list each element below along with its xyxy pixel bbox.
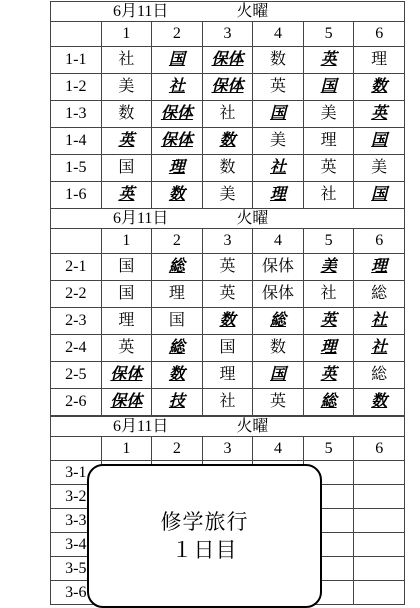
subject-label: 社 bbox=[219, 105, 236, 122]
class-label: 2-2 bbox=[51, 281, 102, 308]
subject-cell bbox=[202, 281, 253, 308]
school-trip-notice bbox=[87, 464, 322, 608]
subject-label: 国 bbox=[168, 312, 185, 329]
timetable bbox=[50, 1, 405, 209]
subject-label: 保体 bbox=[110, 393, 143, 410]
subject-label: 数 bbox=[371, 393, 388, 410]
subject-cell bbox=[152, 254, 203, 281]
period-header: 3 bbox=[202, 437, 253, 461]
class-label: 2-3 bbox=[51, 308, 102, 335]
table-row bbox=[51, 335, 405, 362]
subject-cell bbox=[303, 74, 354, 101]
subject-cell bbox=[202, 254, 253, 281]
subject-label: 保体 bbox=[211, 78, 244, 95]
subject-label: 数 bbox=[219, 132, 236, 149]
subject-cell bbox=[253, 74, 304, 101]
subject-cell bbox=[202, 182, 253, 209]
table-row bbox=[51, 155, 405, 182]
subject-cell bbox=[354, 74, 405, 101]
subject-label: 国 bbox=[270, 105, 287, 122]
subject-label: 保体 bbox=[262, 285, 295, 302]
table-row bbox=[51, 101, 405, 128]
subject-cell bbox=[253, 155, 304, 182]
class-label: 2-6 bbox=[51, 389, 102, 416]
subject-cell bbox=[303, 335, 354, 362]
period-header: 3 bbox=[202, 22, 253, 47]
period-header: 1 bbox=[101, 22, 152, 47]
date-label: 6月11日 bbox=[113, 2, 169, 20]
subject-label: 美 bbox=[320, 258, 337, 275]
subject-label: 総 bbox=[168, 258, 185, 275]
subject-cell bbox=[152, 101, 203, 128]
period-header: 1 bbox=[101, 229, 152, 254]
subject-label: 美 bbox=[371, 159, 388, 176]
subject-label: 社 bbox=[320, 285, 337, 302]
subject-label: 技 bbox=[168, 393, 185, 410]
subject-label: 理 bbox=[168, 285, 185, 302]
subject-label: 美 bbox=[270, 132, 287, 149]
date-header bbox=[51, 2, 405, 22]
subject-cell bbox=[303, 128, 354, 155]
subject-label: 保体 bbox=[211, 51, 244, 68]
subject-cell bbox=[152, 335, 203, 362]
class-label: 3-3 bbox=[51, 509, 102, 533]
period-header: 6 bbox=[354, 437, 405, 461]
empty-cell bbox=[354, 557, 405, 581]
subject-cell bbox=[253, 128, 304, 155]
subject-cell bbox=[101, 74, 152, 101]
period-header: 2 bbox=[152, 22, 203, 47]
subject-cell bbox=[354, 335, 405, 362]
subject-cell bbox=[152, 389, 203, 416]
subject-cell bbox=[253, 47, 304, 74]
subject-label: 理 bbox=[320, 339, 337, 356]
timetable-grade-1 bbox=[50, 1, 405, 209]
empty-cell bbox=[354, 533, 405, 557]
subject-label: 国 bbox=[270, 366, 287, 383]
subject-label: 国 bbox=[371, 186, 388, 203]
weekday-label: 火曜 bbox=[236, 209, 269, 227]
subject-label: 総 bbox=[320, 393, 337, 410]
subject-label: 国 bbox=[219, 339, 236, 356]
subject-label: 社 bbox=[270, 159, 287, 176]
class-label: 2-4 bbox=[51, 335, 102, 362]
subject-cell bbox=[303, 47, 354, 74]
subject-label: 保体 bbox=[110, 366, 143, 383]
subject-cell bbox=[202, 362, 253, 389]
subject-label: 英 bbox=[219, 258, 236, 275]
empty-cell bbox=[354, 581, 405, 605]
subject-cell bbox=[354, 182, 405, 209]
subject-label: 数 bbox=[168, 186, 185, 203]
date-header bbox=[51, 209, 405, 229]
subject-cell bbox=[202, 335, 253, 362]
class-label: 3-4 bbox=[51, 533, 102, 557]
subject-label: 国 bbox=[371, 132, 388, 149]
period-header: 5 bbox=[303, 437, 354, 461]
subject-cell bbox=[152, 308, 203, 335]
period-header: 5 bbox=[303, 22, 354, 47]
subject-label: 保体 bbox=[262, 258, 295, 275]
period-header: 4 bbox=[253, 437, 304, 461]
class-label: 3-2 bbox=[51, 485, 102, 509]
subject-label: 国 bbox=[118, 285, 135, 302]
subject-cell bbox=[202, 308, 253, 335]
subject-cell bbox=[152, 182, 203, 209]
class-label: 2-1 bbox=[51, 254, 102, 281]
subject-label: 英 bbox=[118, 186, 135, 203]
subject-cell bbox=[253, 362, 304, 389]
table-row bbox=[51, 389, 405, 416]
subject-cell bbox=[202, 155, 253, 182]
subject-label: 理 bbox=[270, 186, 287, 203]
corner-cell bbox=[51, 229, 102, 254]
subject-cell bbox=[152, 362, 203, 389]
subject-cell bbox=[101, 308, 152, 335]
subject-cell bbox=[202, 101, 253, 128]
subject-cell bbox=[101, 182, 152, 209]
subject-label: 国 bbox=[118, 159, 135, 176]
subject-label: 英 bbox=[320, 366, 337, 383]
date-label: 6月11日 bbox=[113, 417, 169, 435]
subject-label: 数 bbox=[118, 105, 135, 122]
subject-label: 理 bbox=[168, 159, 185, 176]
empty-cell bbox=[354, 485, 405, 509]
subject-cell bbox=[354, 254, 405, 281]
corner-cell bbox=[51, 22, 102, 47]
subject-cell bbox=[101, 389, 152, 416]
corner-cell bbox=[51, 437, 102, 461]
class-label: 1-2 bbox=[51, 74, 102, 101]
period-header: 2 bbox=[152, 437, 203, 461]
subject-cell bbox=[101, 47, 152, 74]
class-label: 1-6 bbox=[51, 182, 102, 209]
weekday-label: 火曜 bbox=[236, 2, 269, 20]
subject-label: 国 bbox=[320, 78, 337, 95]
subject-cell bbox=[354, 155, 405, 182]
subject-label: 英 bbox=[320, 159, 337, 176]
subject-cell bbox=[303, 308, 354, 335]
class-label: 1-1 bbox=[51, 47, 102, 74]
period-header: 1 bbox=[101, 437, 152, 461]
table-row bbox=[51, 254, 405, 281]
subject-cell bbox=[253, 182, 304, 209]
table-row bbox=[51, 362, 405, 389]
school-trip-title: 修学旅行 bbox=[160, 509, 249, 534]
subject-label: 社 bbox=[219, 393, 236, 410]
subject-label: 英 bbox=[320, 51, 337, 68]
subject-label: 社 bbox=[168, 78, 185, 95]
subject-cell bbox=[303, 281, 354, 308]
subject-cell bbox=[253, 335, 304, 362]
subject-cell bbox=[101, 128, 152, 155]
subject-cell bbox=[202, 74, 253, 101]
date-label: 6月11日 bbox=[113, 209, 169, 227]
empty-cell bbox=[354, 509, 405, 533]
subject-label: 社 bbox=[371, 312, 388, 329]
subject-label: 保体 bbox=[160, 105, 193, 122]
subject-label: 数 bbox=[270, 51, 287, 68]
subject-label: 数 bbox=[168, 366, 185, 383]
subject-label: 総 bbox=[270, 312, 287, 329]
subject-cell bbox=[354, 308, 405, 335]
subject-cell bbox=[101, 335, 152, 362]
subject-label: 美 bbox=[320, 105, 337, 122]
subject-cell bbox=[253, 389, 304, 416]
table-row bbox=[51, 74, 405, 101]
subject-label: 英 bbox=[118, 132, 135, 149]
subject-label: 理 bbox=[320, 132, 337, 149]
class-label: 3-5 bbox=[51, 557, 102, 581]
subject-cell bbox=[303, 155, 354, 182]
subject-cell bbox=[354, 281, 405, 308]
class-label: 1-4 bbox=[51, 128, 102, 155]
subject-label: 理 bbox=[118, 312, 135, 329]
subject-cell bbox=[152, 47, 203, 74]
subject-cell bbox=[253, 281, 304, 308]
subject-cell bbox=[202, 128, 253, 155]
subject-label: 数 bbox=[219, 312, 236, 329]
timetable-grade-2 bbox=[50, 208, 405, 416]
period-header: 3 bbox=[202, 229, 253, 254]
subject-label: 保体 bbox=[160, 132, 193, 149]
subject-cell bbox=[253, 101, 304, 128]
subject-cell bbox=[101, 101, 152, 128]
subject-label: 理 bbox=[371, 258, 388, 275]
empty-cell bbox=[354, 461, 405, 485]
subject-cell bbox=[253, 254, 304, 281]
subject-label: 国 bbox=[168, 51, 185, 68]
date-header bbox=[51, 417, 405, 437]
subject-label: 英 bbox=[219, 285, 236, 302]
subject-label: 国 bbox=[118, 258, 135, 275]
subject-cell bbox=[101, 281, 152, 308]
subject-cell bbox=[152, 281, 203, 308]
subject-label: 美 bbox=[118, 78, 135, 95]
subject-label: 英 bbox=[118, 339, 135, 356]
subject-cell bbox=[202, 389, 253, 416]
period-header: 6 bbox=[354, 22, 405, 47]
subject-label: 社 bbox=[320, 186, 337, 203]
subject-cell bbox=[354, 101, 405, 128]
weekday-label: 火曜 bbox=[236, 417, 269, 435]
subject-cell bbox=[152, 74, 203, 101]
subject-cell bbox=[303, 101, 354, 128]
subject-label: 理 bbox=[371, 51, 388, 68]
subject-label: 英 bbox=[270, 393, 287, 410]
period-header: 4 bbox=[253, 229, 304, 254]
subject-cell bbox=[303, 182, 354, 209]
subject-label: 社 bbox=[118, 51, 135, 68]
class-label: 3-6 bbox=[51, 581, 102, 605]
subject-cell bbox=[354, 389, 405, 416]
subject-label: 総 bbox=[371, 285, 388, 302]
subject-label: 英 bbox=[371, 105, 388, 122]
school-trip-day: １日目 bbox=[171, 538, 238, 562]
subject-label: 社 bbox=[371, 339, 388, 356]
period-header: 6 bbox=[354, 229, 405, 254]
timetable bbox=[50, 208, 405, 416]
table-row bbox=[51, 182, 405, 209]
subject-cell bbox=[101, 254, 152, 281]
subject-cell bbox=[152, 155, 203, 182]
subject-label: 総 bbox=[371, 366, 388, 383]
class-label: 1-3 bbox=[51, 101, 102, 128]
table-row bbox=[51, 128, 405, 155]
subject-cell bbox=[152, 128, 203, 155]
subject-cell bbox=[202, 47, 253, 74]
table-row bbox=[51, 281, 405, 308]
subject-cell bbox=[303, 254, 354, 281]
subject-cell bbox=[101, 155, 152, 182]
subject-cell bbox=[303, 362, 354, 389]
subject-label: 数 bbox=[270, 339, 287, 356]
subject-label: 英 bbox=[270, 78, 287, 95]
subject-cell bbox=[303, 389, 354, 416]
class-label: 1-5 bbox=[51, 155, 102, 182]
subject-label: 美 bbox=[219, 186, 236, 203]
subject-label: 理 bbox=[219, 366, 236, 383]
subject-cell bbox=[101, 362, 152, 389]
subject-label: 数 bbox=[219, 159, 236, 176]
period-header: 5 bbox=[303, 229, 354, 254]
period-header: 2 bbox=[152, 229, 203, 254]
subject-label: 英 bbox=[320, 312, 337, 329]
subject-cell bbox=[354, 128, 405, 155]
period-header: 4 bbox=[253, 22, 304, 47]
class-label: 3-1 bbox=[51, 461, 102, 485]
class-label: 2-5 bbox=[51, 362, 102, 389]
subject-cell bbox=[253, 308, 304, 335]
subject-cell bbox=[354, 362, 405, 389]
table-row bbox=[51, 308, 405, 335]
table-row bbox=[51, 47, 405, 74]
subject-label: 数 bbox=[371, 78, 388, 95]
subject-label: 総 bbox=[168, 339, 185, 356]
subject-cell bbox=[354, 47, 405, 74]
